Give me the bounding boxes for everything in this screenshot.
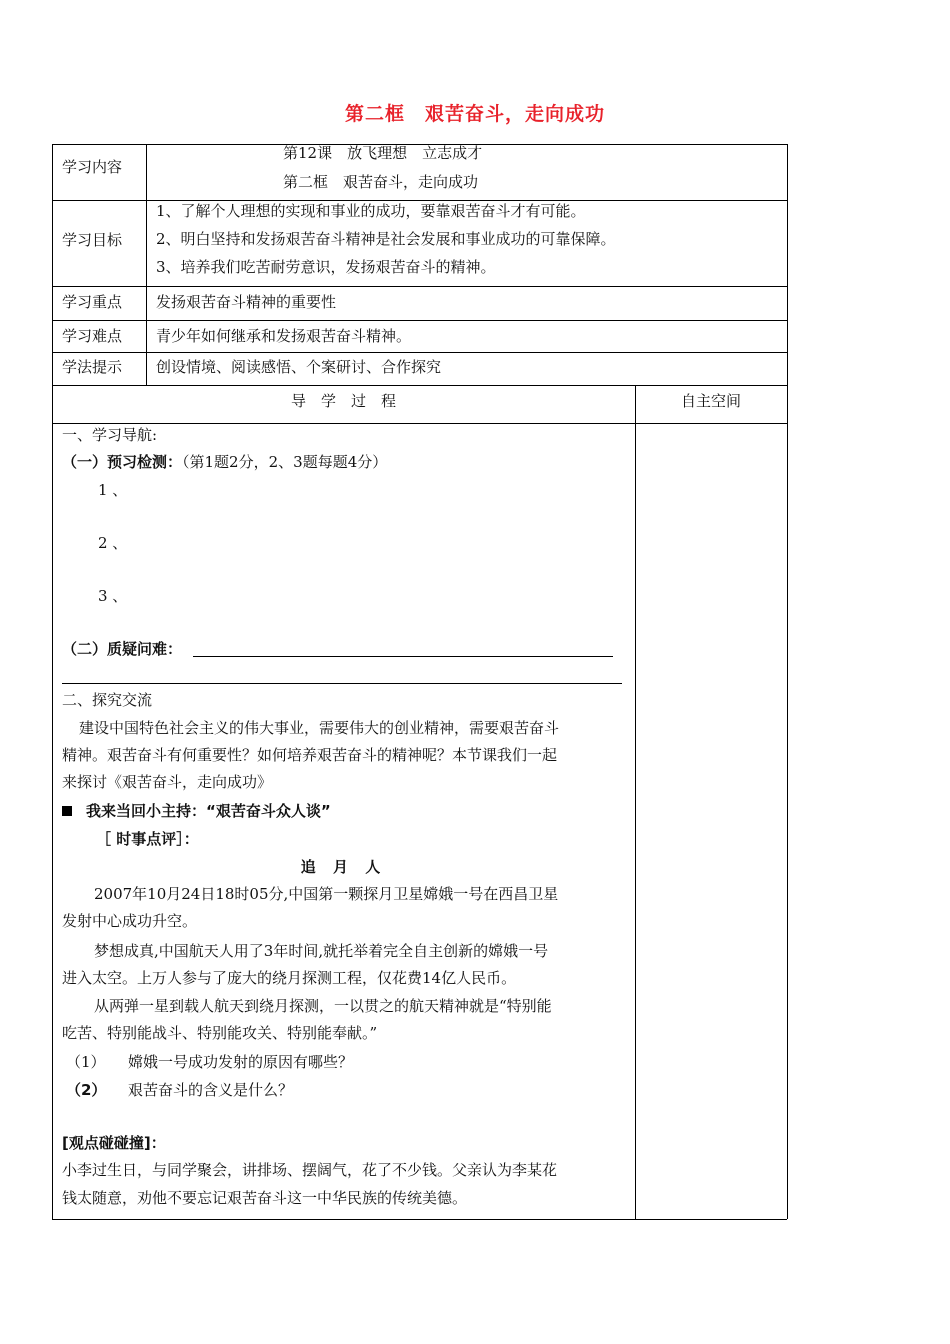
method-label: 学法提示 (62, 358, 123, 376)
key-label: 学习重点 (62, 293, 123, 311)
difficulty-label: 学习难点 (62, 327, 123, 345)
difficulty-value: 青少年如何继承和发扬艰苦奋斗精神。 (156, 327, 412, 345)
table-border-bottom (52, 1219, 787, 1220)
question-1-num: （1） (66, 1053, 106, 1071)
intro-line-1: 建设中国特色社会主义的伟大事业，需要伟大的创业精神，需要艰苦奋斗 (79, 719, 560, 737)
debate-label: [观点碰碰撞]： (62, 1134, 166, 1152)
story-line-1: 2007年10月24日18时05分,中国第一颗探月卫星嫦娥一号在西昌卫星 (94, 885, 559, 903)
process-header: 导 学 过 程 (290, 392, 396, 410)
page-title: 第二框 艰苦奋斗，走向成功 (344, 103, 605, 125)
row-divider (52, 423, 787, 424)
host-label: 我来当回小主持：“艰苦奋斗众人谈” (86, 802, 331, 820)
goal-item-3: 3、培养我们吃苦耐劳意识，发扬艰苦奋斗的精神。 (156, 258, 496, 276)
preview-item-1: 1 、 (98, 481, 128, 499)
content-line1: 第12课 放飞理想 立志成才 (283, 144, 483, 162)
question-2-num: （2） (66, 1081, 107, 1099)
host-heading (62, 801, 331, 821)
square-bullet-icon (62, 806, 72, 816)
question-answer-line[interactable] (193, 656, 613, 657)
preview-item-2: 2 、 (98, 534, 128, 552)
section2-heading: 二、探究交流 (62, 691, 153, 709)
question-label: （二）质疑问难： (62, 640, 183, 658)
story-line-2: 发射中心成功升空。 (62, 912, 198, 930)
method-value: 创设情境、阅读感悟、个案研讨、合作探究 (156, 358, 442, 376)
story-title: 追 月 人 (300, 858, 387, 876)
goal-item-2: 2、明白坚持和发扬艰苦奋斗精神是社会发展和事业成功的可靠保障。 (156, 230, 616, 248)
story-line-6: 吃苦、特别能战斗、特别能攻关、特别能奉献。” (62, 1024, 378, 1042)
label-column-divider (146, 144, 147, 385)
intro-line-2: 精神。艰苦奋斗有何重要性？如何培养艰苦奋斗的精神呢？本节课我们一起 (62, 746, 558, 764)
preview-item-3: 3 、 (98, 587, 128, 605)
goal-item-1: 1、了解个人理想的实现和事业的成功，要靠艰苦奋斗才有可能。 (156, 202, 586, 220)
goals-label: 学习目标 (62, 231, 123, 249)
story-line-3: 梦想成真,中国航天人用了3年时间,就托举着完全自主创新的嫦娥一号 (94, 942, 549, 960)
table-border-right (787, 144, 788, 1219)
side-header: 自主空间 (680, 392, 741, 410)
intro-line-3: 来探讨《艰苦奋斗，走向成功》 (62, 773, 273, 791)
story-line-4: 进入太空。上万人参与了庞大的绕月探测工程，仅花费14亿人民币。 (62, 969, 517, 987)
preview-label: （一）预习检测： (62, 453, 183, 471)
question-2-text: 艰苦奋斗的含义是什么？ (128, 1081, 294, 1099)
preview-check (62, 452, 387, 472)
content-line2: 第二框 艰苦奋斗，走向成功 (283, 173, 479, 191)
row-divider (52, 320, 787, 321)
row-divider (52, 352, 787, 353)
story-line-5: 从两弹一星到载人航天到绕月探测，一以贯之的航天精神就是“特别能 (94, 997, 552, 1015)
section1-heading: 一、学习导航: (62, 426, 158, 444)
table-border-left (52, 144, 53, 1219)
question-1-text: 嫦娥一号成功发射的原因有哪些？ (128, 1053, 354, 1071)
question-answer-line-2[interactable] (62, 683, 622, 684)
key-value: 发扬艰苦奋斗精神的重要性 (156, 293, 337, 311)
side-column-divider (635, 385, 636, 1219)
row-divider (52, 286, 787, 287)
debate-line-1: 小李过生日，与同学聚会，讲排场、摆阔气，花了不少钱。父亲认为李某花 (62, 1161, 558, 1179)
debate-line-2: 钱太随意，劝他不要忘记艰苦奋斗这一中华民族的传统美德。 (62, 1189, 468, 1207)
comment-label: ［ 时事点评］： (96, 830, 199, 848)
question-2 (66, 1080, 293, 1100)
content-label: 学习内容 (62, 158, 123, 176)
preview-note: （第1题2分，2、3题每题4分） (182, 453, 388, 471)
row-divider (52, 385, 787, 386)
question-1 (66, 1052, 353, 1072)
